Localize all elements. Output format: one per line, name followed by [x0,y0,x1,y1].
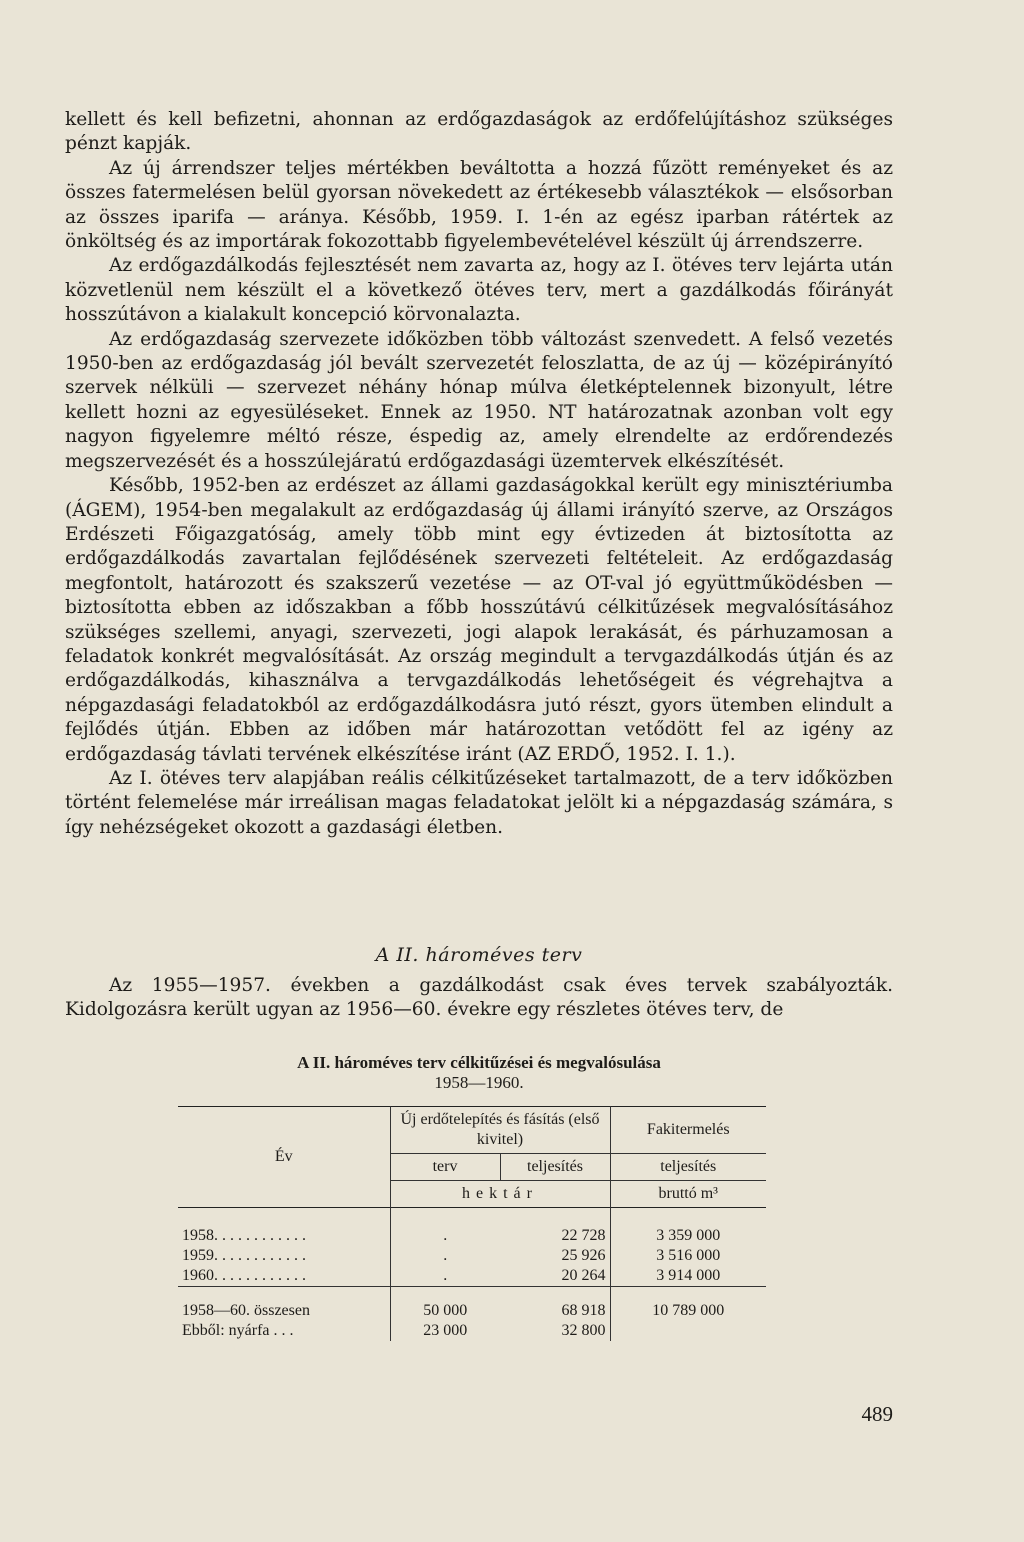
table-subtitle: 1958—1960. [434,1073,524,1092]
header-afforestation: Új erdőtelepítés és fásítás (első kivitel) [390,1107,610,1154]
paragraph-4: Az erdőgazdaság szervezete időközben több változást szenvedett. A felső vezetés 1950-ben az erdőgazdaság jól bevált szervezetét feloszlatta, de az új — középirányító szervek nélküli — szervezet néhány hónap múlva életképtelennek bizonyult, létre kellett hozni az egyesüléseket. Ennek az 1950. NT határozatnak azonban volt egy nagyon figyelemre méltó része, éspedig az, amely elrendelte az erdőrendezés megszervezését és a hosszúlejáratú erdőgazdasági üzemtervek elkészítését. [65,328,893,472]
cell-completion: 25 926 [561,1247,606,1264]
table-row [178,1226,766,1246]
statistics-table [178,1106,766,1341]
header-plan: terv [390,1154,500,1181]
cell-completion: 68 918 [561,1302,606,1319]
cell-plan: . [390,1246,500,1266]
paragraph-3: Az erdőgazdálkodás fejlesztését nem zavarta az, hogy az I. ötéves terv lejárta után közvetlenül nem készült el a következő ötéves terv, mert a gazdálkodás főirányát hosszútávon a kialakult koncepció körvonalazta. [65,255,893,326]
paragraph-1: kellett és kell befizetni, ahonnan az erdőgazdaságok az erdőfelújításhoz szükséges pénzt kapják. [65,109,893,155]
cell-completion: 32 800 [561,1322,606,1339]
header-completion: teljesítés [500,1154,610,1181]
cell-logging: 3 359 000 [610,1226,766,1246]
section-heading: A II. hároméves terv [375,944,583,966]
cell-year: 1958—60. összesen [182,1302,310,1319]
header-logging-completion: teljesítés [610,1154,766,1181]
cell-completion: 22 728 [561,1227,606,1244]
unit-hectare: hektár [390,1181,610,1208]
cell-logging: 3 914 000 [610,1266,766,1287]
paragraph-5: Később, 1952-ben az erdészet az állami gazdaságokkal került egy minisztériumba (ÁGEM), 1954-ben megalakult az erdőgazdaság új állami irányító szerve, az Országos Erdészeti Főigazgatóság, amely több mint egy évtizeden át biztosította az erdőgazdálkodás zavartalan fejlődésének szervezeti feltételeit. Az erdőgazdaság megfontolt, határozott és szakszerű vezetése — az OT-val jó együttműködésben — biztosította ebben az időszakban a főbb hosszútávú célkitűzések megvalósításához szükséges szellemi, anyagi, szervezeti, jogi alapok lerakását, és párhuzamosan a feladatok konkrét megvalósítását. Az ország megindult a tervgazdálkodás útján és az erdőgazdálkodás, kihasználva a tervgazdálkodás lehetőségeit és végrehajtva a népgazdasági feladatokból az erdőgazdálkodásra jutó részt, gyors ütemben elindult a fejlődés útján. Ebben az időben már határozottan vetődött fel az igény az erdőgazdaság távlati tervének elkészítése iránt (AZ ERDŐ, 1952. I. 1.). [65,475,893,765]
cell-year: 1959. . . . . . . . . . . . [182,1247,306,1264]
page-number: 489 [861,1402,893,1426]
cell-plan: 23 000 [390,1321,500,1341]
paragraph-7: Az 1955—1957. években a gazdálkodást csak éves tervek szabályozták. Kidolgozásra került ugyan az 1956—60. évekre egy részletes ötéves terv, de [65,975,893,1021]
table-row [178,1321,766,1341]
cell-plan: 50 000 [390,1301,500,1321]
table-caption [65,1053,893,1093]
cell-year: Ebből: nyárfa . . . [182,1322,294,1339]
cell-plan: . [390,1266,500,1287]
paragraph-6: Az I. ötéves terv alapjában reális célkitűzéseket tartalmazott, de a terv időközben történt felemelése már irreálisan magas feladatokat jelölt ki a népgazdaság számára, s így nehézségeket okozott a gazdasági életben. [65,767,893,838]
cell-logging [610,1321,766,1341]
cell-plan: . [390,1226,500,1246]
cell-completion: 20 264 [561,1267,606,1284]
header-logging: Fakitermelés [610,1107,766,1154]
after-heading-text [65,974,893,1023]
cell-logging: 10 789 000 [610,1301,766,1321]
cell-logging: 3 516 000 [610,1246,766,1266]
header-year: Év [274,1148,293,1165]
table-row [178,1266,766,1287]
table-row [178,1246,766,1266]
table-row [178,1301,766,1321]
cell-year: 1958. . . . . . . . . . . . [182,1227,306,1244]
main-text [65,108,893,840]
paragraph-2: Az új árrendszer teljes mértékben beváltotta a hozzá fűzött reményeket és az összes fatermelésen belül gyorsan növekedett az értékesebb választékok — elsősorban az összes iparifa — aránya. Később, 1959. I. 1-én az egész iparban rátértek az önköltség és az importárak fokozottabb figyelembevételével készült új árrendszerre. [65,157,893,253]
unit-cubic-meter: bruttó m³ [610,1181,766,1208]
table-title: A II. hároméves terv célkitűzései és megvalósulása [297,1053,661,1072]
cell-year: 1960. . . . . . . . . . . . [182,1267,306,1284]
